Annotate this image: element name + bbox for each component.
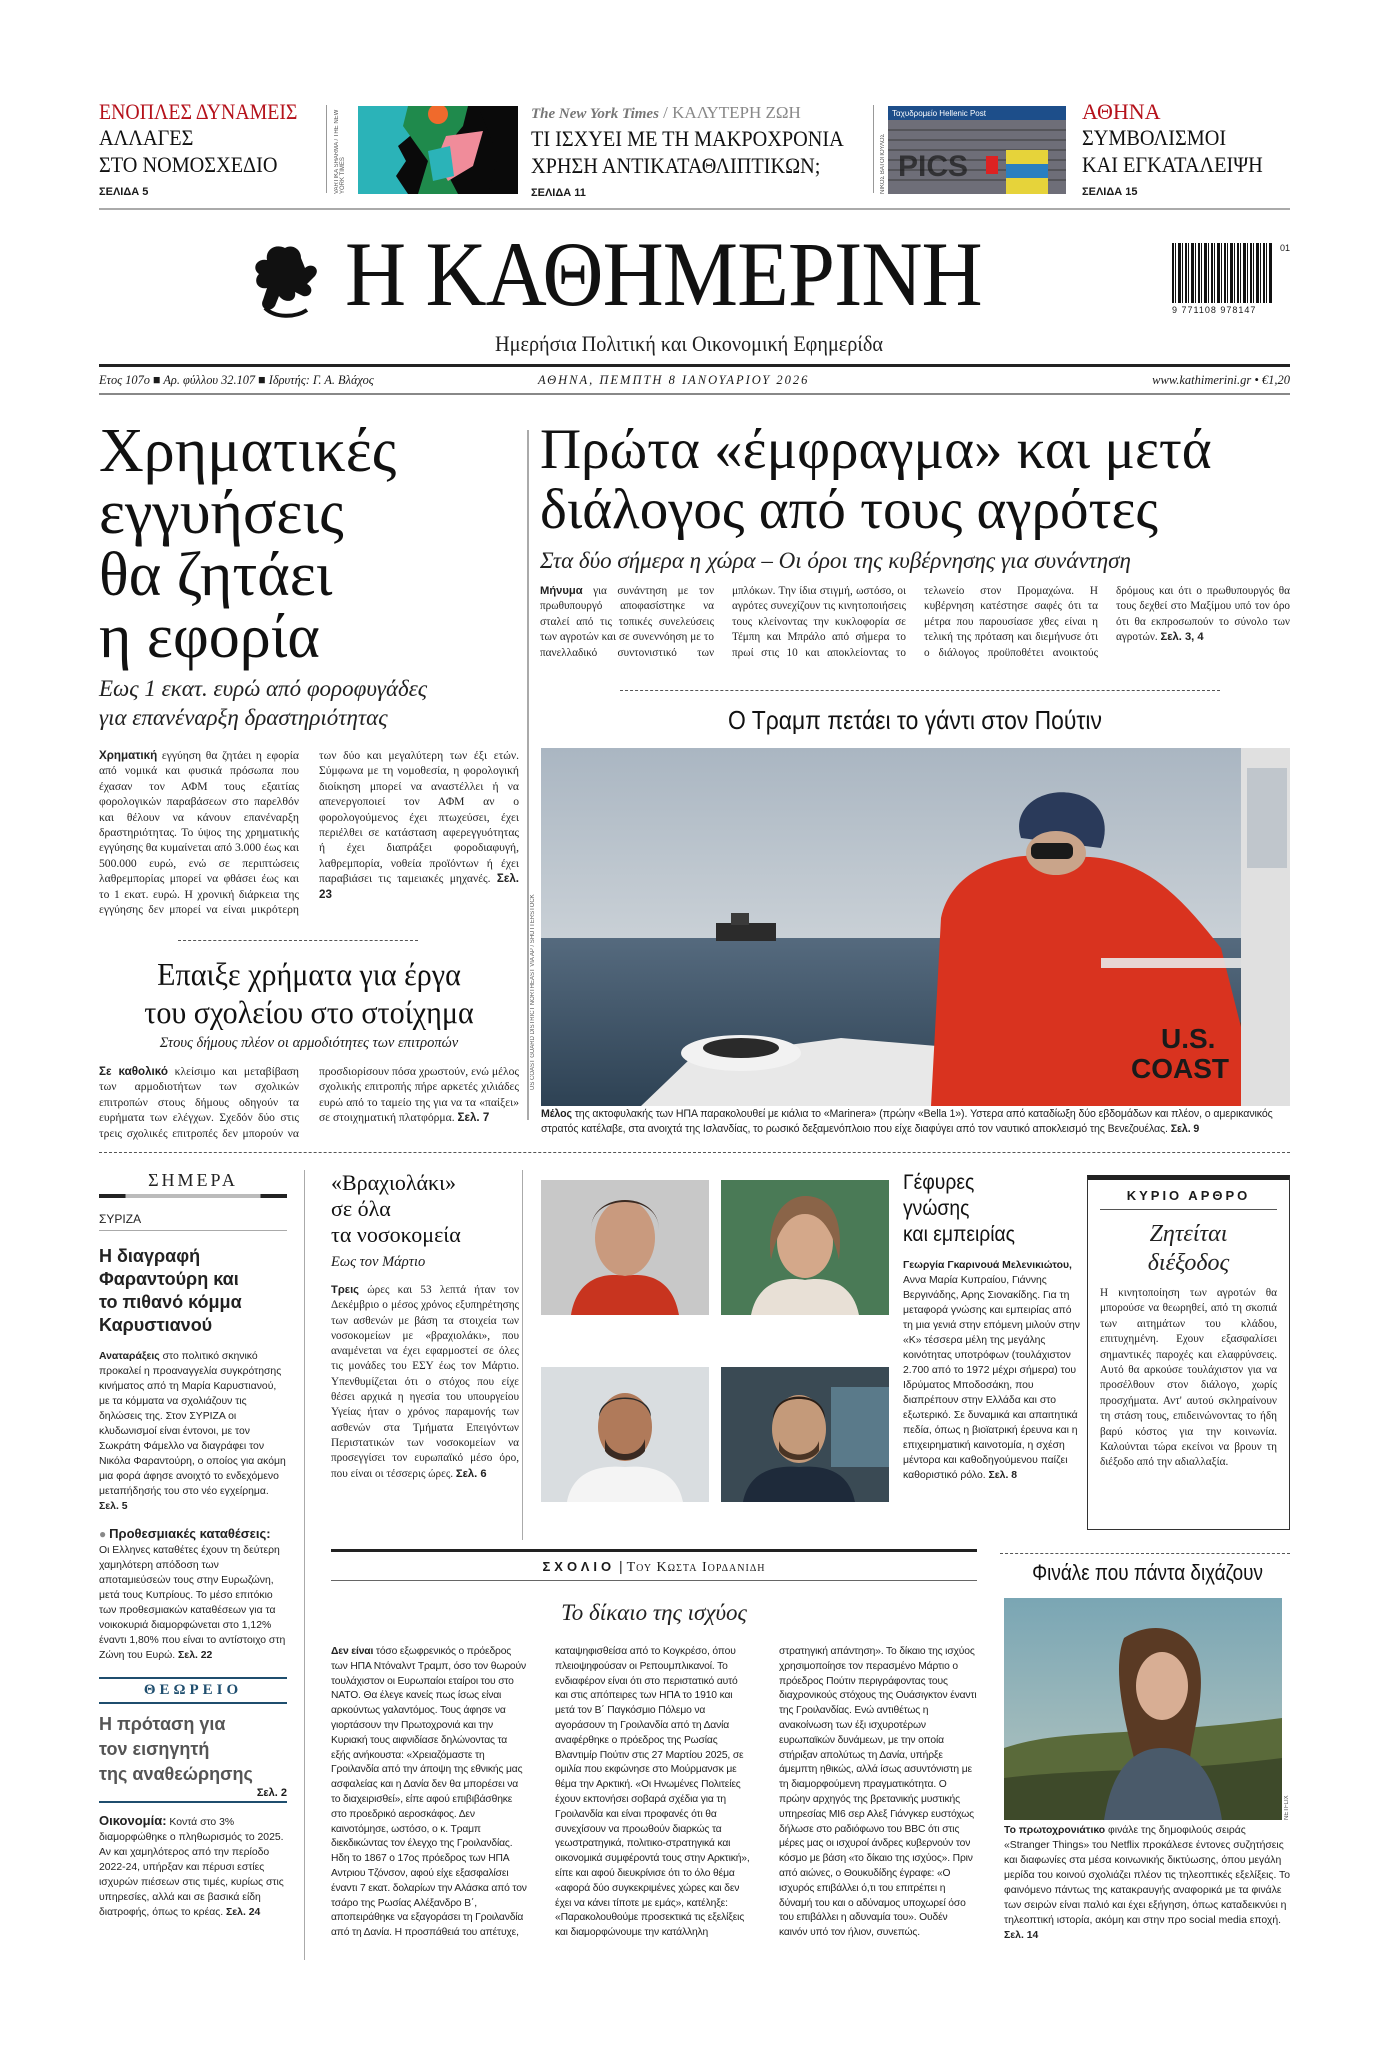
lead-word: Δεν είναι <box>331 1646 374 1657</box>
story-bracelet-subhead: Εως τον Μάρτιο <box>331 1254 426 1270</box>
story-bracelet-headline <box>331 1170 519 1248</box>
column-divider <box>522 1170 523 1540</box>
body-text: εγγύηση θα ζητάει η εφορία από νομικά και φυσικά πρόσωπα που έχασαν τον ΑΦΜ τους εξαιτίας φορολογικών παραβάσεων στο παρελθόν και θέλουν να κάνουν επανέναρξη δραστηριότητας. Το ύψος της χρηματικής εγγύησης θα κυμαίνεται από 3.000 έως και 500.000 ευρώ, ενώ σε περιπτώσεις λαθρεμπορίας μπορεί να φθάσει έως και το 1 εκατ. ευρώ. Η χρονική διάρκεια της εγγύησης δεν μπορεί να είναι μικρότερη των δύο και μεγαλύτερη των έξι ετών. Σύμφωνα με τη νομοθεσία, η φορολογική διοίκηση μπορεί να αναστέλλει ή να απενεργοποιεί τον ΑΦΜ αν ο φορολογούμενος έχει πτωχεύσει, έχει περιέλθει σε κατάσταση αφερεγγυότητας ή έχει διαπράξει φοροδιαφυγή, λαθρεμπορία, νοθεία προϊόντων ή έχει παραβιάσει τις ταμειακές μηχανές. <box>99 749 519 917</box>
story-farmers-body <box>540 584 1290 661</box>
editorial-box[interactable] <box>1087 1175 1290 1530</box>
theoreio-rule-mid <box>99 1702 287 1704</box>
teaser-armed-forces[interactable] <box>99 100 319 198</box>
today-headline[interactable] <box>99 1245 287 1337</box>
story-tax[interactable] <box>99 417 519 917</box>
headline-line: Φαραντούρη και <box>99 1269 239 1289</box>
body-text: Οι Ελληνες καταθέτες έχουν τη δεύτερη χαμηλότερη απόδοση των αποταμιεύσεών τους στην Ευρωζώνη, μετά τους Κυπρίους. Το μέσο επιτόκιο των προθεσμιακών καταθέσεων για τα νοικοκυριά διαμορφώνεται στο 1,12% έναντι 1,80% που είναι το αντίστοιχο στη Ζώνη του Ευρώ. <box>99 1545 286 1661</box>
body-text: τόσο εξωφρενικός ο πρόεδρος των ΗΠΑ Ντόναλντ Τραμπ, όσο τον θωρούν τουλάχιστον οι Ευρωπαίοι εταίροι του στο ΝΑΤΟ. Θα έλεγε κανείς πως ίσως είναι αρκούντως γαλαντόμος. Τους άφησε να γιορτάσουν την Πρωτοχρονιά και την Κυριακή τους αιφνιδίασε δηλώνοντας τα εξής ανήκουστα: «Χρειαζόμαστε τη Γροιλανδία από την άποψη της εθνικής μας ασφαλείας και η Δανία δεν θα μπορέσει να το διαχειρισθεί», είπε αφού επιβιβάσθηκε στο προεδρικό αεροσκάφος. Δεν καινοτόμησε, ωστόσο, ο κ. Τραμπ διεκδικώντας τον έλεγχο της Γροιλανδίας. Ηδη το 1867 ο 17ος πρόεδρος των ΗΠΑ Αντριου Τζόνσον, αφού είχε εξασφαλίσει έναντι 7 εκατ. δολαρίων την Αλάσκα από τον τσάρο της Ρωσίας Αλέξανδρο Β΄, αποπειράθηκε να εξαγοράσει τη Γροιλανδία από τη Δανία. Η προσπάθειά του απέτυχε, καταψηφισθείσα από το Κογκρέσο, όπου πλειοψηφούσαν οι Ρεπουμπλικανοί. Το ενδιαφέρον είναι ότι στο περιστατικό αυτό και στις απόπειρες των ΗΠΑ το 1910 και μετά τον Β΄ Παγκόσμιο Πόλεμο να αγοράσουν τη Γροιλανδία από τη Δανία αναφέρθηκε ο πρόεδρος της Ρωσίας Βλαντιμίρ Πούτιν στις 27 Μαρτίου 2025, σε ομιλία που εκφώνησε στο Μούρμανσκ με θέμα την Αρκτική. «Οι Ηνωμένες Πολιτείες έχουν εκπονήσει σοβαρά σχέδια για τη Γροιλανδία και είναι προφανές ότι θα συνεχίσουν να προωθούν διαρκώς τα γεωστρατηγικά, πολιτικο-στρατηγικά και οικονομικά συμφέροντά τους στην Αρκτική», είπε και αφού διευκρίνισε ότι το όλο θέμα «αφορά δύο συγκεκριμένες χώρες και δεν έχει να κάνει τίποτε με εμάς», κατέληξε: «Παρακολουθούμε προσεκτικά τις εξελίξεις και διαμορφώνουμε την κατάλληλη στρατηγική απάντηση». Το δίκαιο της ισχύος χρησιμοποίησε τον περασμένο Μάρτιο ο πρόεδρος Πούτιν περιγράφοντας τους διαχρονικούς στόχους της Ουάσιγκτον έναντι της Γροιλανδίας. Ενώ αντιθέτως η ανακοίνωση των έξι ισχυροτέρων ευρωπαϊκών δυνάμεων, με την οποία στήριξαν απολύτως τη Δανία, υπήρξε άμεμπτη ηθικώς, αλλά ίσως ασυντόνιστη με τη διαμορφούμενη πραγματικότητα. Ο πρώην αρχηγός της βρετανικής μυστικής υπηρεσίας MI6 σερ Αλεξ Γιάνγκερ ευστόχως δήλωσε στο ραδιόφωνο του BBC ότι στις μέρες μας οι ισχυροί άνδρες κυβερνούν τον κόσμο με βάση «το δίκαιο της ισχύος». Πριν από αιώνες, ο Θουκυδίδης έγραφε: «Ο ισχυρός επιβάλλει ό,τι του επιτρέπει η δύναμή του και ο αδύναμος υποχωρεί όσο του επιβάλλει η αδυναμία του». Ουδέν καινόν υπό τον ήλιον, συνεπώς. <box>331 1646 977 1939</box>
story-school-body <box>99 1064 519 1141</box>
headline-line: Γέφυρες <box>903 1171 975 1194</box>
lead-word: Μέλος <box>541 1108 572 1120</box>
teaser-athens[interactable] <box>1082 100 1302 198</box>
comment-body <box>331 1645 977 1941</box>
page-ref[interactable]: Σελ. 23 <box>319 872 519 901</box>
divider <box>873 105 874 193</box>
portrait-man-2[interactable] <box>721 1367 889 1502</box>
comment-section-title: ΣΧΟΛΙΟ <box>542 1559 616 1574</box>
issue-info: Ετος 107ο ■ Αρ. φύλλου 32.107 ■ Ιδρυτής: Γ. Α. Βλάχος <box>99 372 374 387</box>
headline-line: εγγυήσεις <box>99 479 344 547</box>
comment-rule-top <box>331 1549 977 1552</box>
headline-line: Καρυστιανού <box>99 1315 213 1335</box>
teaser-nyt[interactable] <box>531 102 871 199</box>
svg-text:PICS: PICS <box>898 150 969 183</box>
masthead-title: Η ΚΑΘΗΜΕΡΙΝΗ <box>345 223 982 325</box>
headline-line: Η διαγραφή <box>99 1246 201 1266</box>
body-text: στο πολιτικό σκηνικό προκαλεί η προαναγγελία συγκρότησης κινήματος από τη Μαρία Καρυστιανού, με τα κόμματα να σχολιάζουν τις δηλώσεις της. Στον ΣΥΡΙΖΑ οι κλυδωνισμοί είναι έντονοι, με τον Σωκράτη Φάμελλο να διαγράφει τον Νικόλα Φαραντούρη, ο οποίος για ακόμη μια φορά άφησε ανοιχτό το ενδεχόμενο μεταπήδησής του στο νέο εγχείρημα. <box>99 1351 286 1497</box>
portrait-woman-1[interactable] <box>541 1180 709 1315</box>
barcode-bars <box>1172 243 1272 303</box>
coast-guard-caption <box>541 1107 1290 1137</box>
teaser-kicker: ΕΝΟΠΛΕΣ ΔΥΝΑΜΕΙΣ <box>99 99 298 124</box>
page-ref[interactable]: Σελ. 24 <box>226 1907 261 1918</box>
divider <box>326 105 327 193</box>
headline-line: τα νοσοκομεία <box>331 1222 461 1247</box>
economy-brief <box>99 1813 287 1920</box>
sign-text: Ταχυδρομείο Hellenic Post <box>892 109 986 118</box>
theoreio-rule-bottom <box>99 1801 287 1803</box>
teaser-title-line: ΑΛΛΑΓΕΣ <box>99 125 194 150</box>
story-bridges-body <box>903 1258 1083 1483</box>
headline-line: διέξοδος <box>1147 1250 1230 1276</box>
today-rule <box>99 1194 287 1198</box>
page-ref[interactable]: Σελ. 3, 4 <box>1160 631 1204 644</box>
story-finale-headline[interactable]: Φινάλε που πάντα διχάζουν <box>1032 1560 1263 1585</box>
teaser-page: ΣΕΛΙΔΑ 5 <box>99 186 149 198</box>
svg-text:COAST: COAST <box>1131 1053 1229 1084</box>
page-ref[interactable]: Σελ. 22 <box>178 1650 213 1661</box>
body-text: φινάλε της δημοφιλούς σειράς «Stranger Things» του Netflix προκάλεσε έντονες συζητήσεις και διαφωνίες στα μέσα κοινωνικής δικτύωσης, όπου μεγάλη μερίδα του κοινού σχολιάζει πλέον τις τηλεοπτικές εξελίξεις. Το φαινόμενο πάντως της κατακραυγής αναφορικά με τα φινάλε των σειρών είναι παλιό και έχει εξήγηση, όπως καταδεικνύει η τηλεοπτική ιστορία, ακόμη και στην προ social media εποχή. <box>1004 1825 1291 1926</box>
dashed-separator <box>620 690 1220 691</box>
body-text: για συνάντηση με τον πρωθυπουργό αποφασίστηκε να σταλεί από τις τοπικές συνελεύσεις των αγροτών και σε συνεννόηση με το πανελλαδικό συντονιστικό των μπλόκων. Την ίδια στιγμή, ωστόσο, οι αγρότες συνεχίζουν τις κινητοποιήσεις τους κλείνοντας την κυκλοφορία σε Τέμπη και Μπράλο από σήμερα το πρωί στις 10 και αποκλείοντας το τελωνείο στον Προμαχώνα. Η κυβέρνηση κατέστησε σαφές ότι τα μέτρα που παρουσίασε χθες είναι η τελική της πρόταση και διεμήνυσε ότι ο διάλογος προϋποθέτει ανοικτούς δρόμους και ότι ο πρωθυπουργός θα τους δεχθεί στο Μαξίμου υπό τον όρο ότι θα εκπροσωπούν το σύνολο των αγροτών. <box>540 585 1290 659</box>
barcode <box>1172 243 1290 315</box>
headline-line: σε όλα <box>331 1196 391 1221</box>
photo-credit: NETFLIX <box>1284 1795 1290 1820</box>
teaser-kicker: ΑΘΗΝΑ <box>1082 99 1161 124</box>
portrait-man-1[interactable] <box>541 1367 709 1502</box>
teaser-title-line: ΧΡΗΣΗ ΑΝΤΙΚΑΤΑΘΛΙΠΤΙΚΩΝ; <box>531 153 821 178</box>
photo-credit: US COAST GUARD DISTRICT NORTHEAST VIA AP / SHUTTERSTOCK <box>530 894 536 1090</box>
jacket-text: U.S. <box>1161 1023 1216 1054</box>
masthead-subtitle: Ημερήσια Πολιτική και Οικονομική Εφημερίδα <box>494 331 883 356</box>
barcode-issue: 01 <box>1279 243 1290 253</box>
comment-header <box>331 1558 977 1576</box>
brief-title: Προθεσμιακές καταθέσεις: <box>109 1526 271 1541</box>
deposits-brief <box>99 1526 287 1663</box>
theoreio-title: ΘΕΩΡΕΙΟ <box>143 1682 243 1698</box>
editorial-section-title: ΚΥΡΙΟ ΑΡΘΡΟ <box>1100 1188 1277 1210</box>
headline-line: της αναθεώρησης <box>99 1764 253 1784</box>
theoreio-page-ref[interactable]: Σελ. 2 <box>256 1787 287 1799</box>
coast-guard-photo[interactable] <box>541 748 1290 1106</box>
story-bridges[interactable] <box>903 1170 1083 1483</box>
dashed-separator <box>99 1152 1290 1153</box>
griffin-icon <box>245 238 325 323</box>
headline-line: γνώσης <box>903 1197 970 1220</box>
lead-word: Γεωργία Γκαρινουά Μελενικιώτου, <box>903 1260 1072 1271</box>
teaser-page: ΣΕΛΙΔΑ 15 <box>1082 186 1138 198</box>
stranger-things-photo[interactable] <box>1004 1598 1282 1820</box>
portrait-woman-2[interactable] <box>721 1180 889 1315</box>
headline-line: «Βραχιολάκι» <box>331 1170 457 1195</box>
headline-line: Ζητείται <box>1149 1221 1228 1247</box>
comment-headline[interactable]: Το δίκαιο της ισχύος <box>561 1600 747 1625</box>
theoreio-headline[interactable] <box>99 1712 287 1787</box>
story-tax-subhead <box>99 674 519 732</box>
lead-word: Το πρωτοχρονιάτικο <box>1004 1825 1106 1836</box>
story-tax-body <box>99 748 519 917</box>
story-tax-headline <box>99 417 519 671</box>
page-ref[interactable]: Σελ. 5 <box>99 1501 128 1512</box>
lead-word: Αναταράξεις <box>99 1351 160 1362</box>
barcode-digits: 9 771108 978147 <box>1172 305 1257 315</box>
website-price[interactable]: www.kathimerini.gr • €1,20 <box>1152 373 1290 387</box>
headline-line: το πιθανό κόμμα <box>99 1292 242 1312</box>
lead-word: Τρεις <box>331 1284 359 1296</box>
teaser-title-line: ΚΑΙ ΕΓΚΑΤΑΛΕΙΨΗ <box>1082 152 1263 177</box>
story-school-headline <box>112 955 507 1031</box>
caption-text: της ακτοφυλακής των ΗΠΑ παρακολουθεί με κιάλια το «Marinera» (πρώην «Bella 1»). Υστερα από καταδίωξη δύο εβδομάδων και πλέον, ο αμερικανικός στρατός κατέλαβε, στα ανοιχτά της Ισλανδίας, το ρωσικό δεξαμενόπλοιο που είχε διαφύγει από τον ναυτικό αποκλεισμό της Βενεζουέλας. <box>541 1108 1273 1135</box>
teaser-title-line: ΤΙ ΙΣΧΥΕΙ ΜΕ ΤΗ ΜΑΚΡΟΧΡΟΝΙΑ <box>531 126 844 151</box>
headline-line: Πρώτα «έμφραγμα» και μετά <box>540 418 1212 481</box>
headline-line: θα ζητάει <box>99 541 333 609</box>
headline-line: Χρηματικές <box>99 417 397 485</box>
comment-author: Του Κωστα Ιορδανιδη <box>626 1560 766 1575</box>
editorial-body: Η κινητοποίηση των αγροτών θα μπορούσε να θεωρηθεί, από τη σκοπιά των αιτημάτων του κλάδου, επιτυχημένη. Εχουν εξασφαλίσει σημαντικές παροχές και ελαφρύνσεις. Αυτό θα αρκούσε τουλάχιστον για να προσέλθουν στον διάλογο, χωρίς προσχήματα. Αντ' αυτού σκληραίνουν τη στάση τους, επιδεινώνοντας το ήδη βαρύ κόστος για την κοινωνία. Καλούνται τώρα εκείνοι να βρουν τη διέξοδο από την αδιαλλαξία. <box>1100 1287 1277 1469</box>
editorial-headline <box>1100 1220 1277 1278</box>
story-trump-headline[interactable]: Ο Τραμπ πετάει το γάντι στον Πούτιν <box>728 705 1102 735</box>
body-text: ώρες και 53 λεπτά ήταν τον Δεκέμβριο ο μέσος χρόνος εξυπηρέτησης των ασθενών με βάση τα στοιχεία των νοσοκομείων με «βραχιολάκι», που αναμένεται να έχει εφαρμοστεί σε όλες τις μονάδες του ΕΣΥ έως τον Μάρτιο. Υπενθυμίζεται ότι ο στόχος που είχε θέσει αρχικά η ηγεσία του υπουργείου Υγείας ήταν ο χρόνος παραμονής των ασθενών στα Τμήματα Επειγόντων Περιστατικών των νοσοκομείων να προσεγγίσει τον ευρωπαϊκό μέσο όρο, που είναι οι τέσσερις ώρες. <box>331 1284 519 1480</box>
story-school[interactable] <box>99 955 519 1141</box>
page-ref[interactable]: Σελ. 9 <box>1170 1123 1200 1135</box>
teaser-rule <box>99 208 1290 210</box>
subhead-line: για επανέναρξη δραστηριότητας <box>99 705 388 730</box>
today-sidebar <box>99 1170 287 1920</box>
page-ref[interactable]: Σελ. 8 <box>988 1470 1017 1481</box>
photo-credit: VARTIKA SHARMA / THE NEW YORK TIMES <box>334 109 346 194</box>
lead-word: Μήνυμα <box>540 585 583 597</box>
lead-word: Χρηματική <box>99 749 158 762</box>
column-divider <box>304 1170 305 1960</box>
nyt-logo: The New York Times <box>531 106 659 122</box>
bullet-icon: ● <box>99 1527 107 1541</box>
headline-line: τον εισηγητή <box>99 1739 210 1759</box>
today-section-title: ΣΗΜΕΡΑ <box>148 1170 238 1190</box>
story-farmers-subhead: Στα δύο σήμερα η χώρα – Οι όροι της κυβέρνησης για συνάντηση <box>540 548 1131 573</box>
teaser-kicker: / ΚΑΛΥΤΕΡΗ ΖΩΗ <box>658 103 801 122</box>
story-school-subhead: Στους δήμους πλέον οι αρμοδιότητες των επιτροπών <box>159 1035 459 1051</box>
teaser-image-antidepressants[interactable] <box>358 106 518 194</box>
teaser-image-post-office[interactable] <box>888 106 1066 194</box>
teaser-title-line: ΣΥΜΒΟΛΙΣΜΟΙ <box>1082 125 1227 150</box>
lead-word: Σε καθολικό <box>99 1065 168 1078</box>
headline-line: διάλογος από τους αγρότες <box>540 478 1158 541</box>
headline-line: Η πρόταση για <box>99 1714 226 1734</box>
headline-line: και εμπειρίας <box>903 1223 1015 1246</box>
story-finale-body <box>1004 1823 1290 1943</box>
page-ref[interactable]: Σελ. 6 <box>455 1467 487 1480</box>
headline-line: του σχολείου στο στοίχημα <box>144 994 474 1030</box>
page-ref[interactable]: Σελ. 7 <box>457 1111 490 1125</box>
issue-date: ΑΘΗΝΑ, ΠΕΜΠΤΗ 8 ΙΑΝΟΥΑΡΙΟΥ 2026 <box>538 373 810 387</box>
teaser-title-line: ΣΤΟ ΝΟΜΟΣΧΕΔΙΟ <box>99 152 278 177</box>
dashed-separator <box>178 940 418 941</box>
today-kicker: ΣΥΡΙΖΑ <box>99 1212 287 1231</box>
story-farmers-headline <box>540 420 1290 540</box>
body-text: Αννα Μαρία Κυπραίου, Γιάννης Βεργινάδης, Αρης Σιονακίδης. Για τη μεταφορά γνώσης και εμπειρίας από τη μια γενιά στην επόμενη μιλούν στην «Κ» τέσσερα μέλη της μεγάλης κοινότητας υποτρόφων (τουλάχιστον 2.700 από το 1972 μέχρι σήμερα) του Ιδρύματος Μποδοσάκη, που διαπρέπουν στην Ελλάδα και στο εξωτερικό. Σε δυναμικά και απαιτητικά πεδία, όπως η βιοϊατρική έρευνα και η επιχειρηματική καινοτομία, η σχέση μέντορα και καθοδηγούμενου παίζει καθοριστικό ρόλο. <box>903 1275 1080 1481</box>
story-farmers[interactable] <box>540 420 1290 661</box>
body-text: κλείσιμο και μεταβίβαση των αρμοδιοτήτων των σχολικών επιτροπών στους δήμους οδηγούν τα ευρήματα των ελέγχων. Σχεδόν δύο στις τρεις σχολικές επιτροπές δεν μπορούν να προσδιορίσουν πόσα χρωστούν, ενώ μέλος σχολικής επιτροπής πήρε αρκετές χιλιάδες ευρώ από το ταμείο της για να τα «παίξει» σε στοιχηματική πλατφόρμα. <box>99 1065 519 1140</box>
brief-title: Οικονομία: <box>99 1813 167 1828</box>
body-text: Κοντά στο 3% διαμορφώθηκε ο πληθωρισμός το 2025. Αν και χαμηλότερος από την περίοδο 2022-24, υπήρξαν και πέρυσι εστίες ισχυρών πιέσεων στις τιμές, κυρίως στις υπηρεσίες, αλλά και σε βασικά είδη διατροφής, όπως το κρέας. <box>99 1817 284 1918</box>
dashed-separator <box>1000 1553 1290 1554</box>
photo-credit: ΝΙΚΟΣ ΒΑΤΟΠΟΥΛΟΣ <box>880 133 886 194</box>
separator: | <box>615 1558 627 1574</box>
masthead-rule <box>99 364 1290 367</box>
headline-line: Επαιξε χρήματα για έργα <box>157 956 461 992</box>
comment-rule <box>331 1580 977 1581</box>
page-ref[interactable]: Σελ. 14 <box>1004 1930 1039 1941</box>
subhead-line: Εως 1 εκατ. ευρώ από φοροφυγάδες <box>99 676 428 701</box>
story-bracelet-body <box>331 1283 519 1482</box>
teaser-page: ΣΕΛΙΔΑ 11 <box>531 187 586 199</box>
column-divider <box>527 430 529 1120</box>
story-bracelet[interactable] <box>331 1170 519 1482</box>
masthead-logo[interactable] <box>245 223 1105 325</box>
headline-line: η εφορία <box>99 603 320 671</box>
story-bridges-headline <box>903 1170 1069 1248</box>
today-body <box>99 1349 287 1514</box>
date-rule <box>99 393 1290 395</box>
